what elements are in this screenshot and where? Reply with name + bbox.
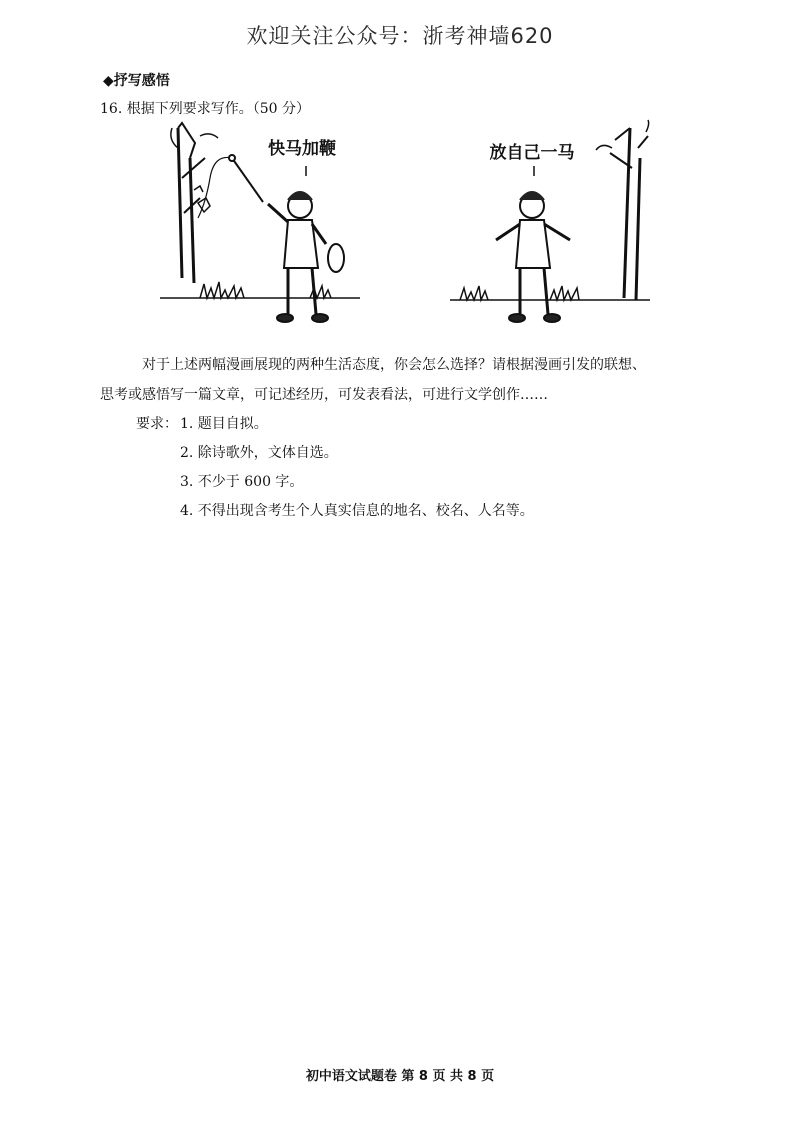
cartoon-right-caption: 放自己一马 (489, 143, 575, 163)
requirements-label: 要求： (136, 416, 178, 432)
question-body-line2: 思考或感悟写一篇文章，可记述经历，可发表看法，可进行文学创作…… (100, 387, 548, 403)
requirement-item: 1. 题目自拟。 (180, 416, 268, 432)
cartoon-left-caption: 快马加鞭 (268, 139, 336, 159)
requirement-item: 2. 除诗歌外，文体自选。 (180, 445, 338, 461)
section-title: ◆抒写感悟 (103, 73, 170, 89)
header-banner: 欢迎关注公众号：浙考神墙620 (246, 24, 554, 48)
question-body (100, 350, 710, 410)
question-prompt: 16. 根据下列要求写作。（50 分） (100, 101, 310, 117)
requirement-item: 4. 不得出现含考生个人真实信息的地名、校名、人名等。 (180, 503, 534, 519)
page-footer: 初中语文试题卷 第 8 页 共 8 页 (305, 1069, 495, 1084)
cartoon-illustration (160, 118, 650, 336)
requirement-item: 3. 不少于 600 字。 (180, 474, 304, 490)
question-body-line1: 对于上述两幅漫画展现的两种生活态度，你会怎么选择？请根据漫画引发的联想、 (142, 357, 646, 373)
